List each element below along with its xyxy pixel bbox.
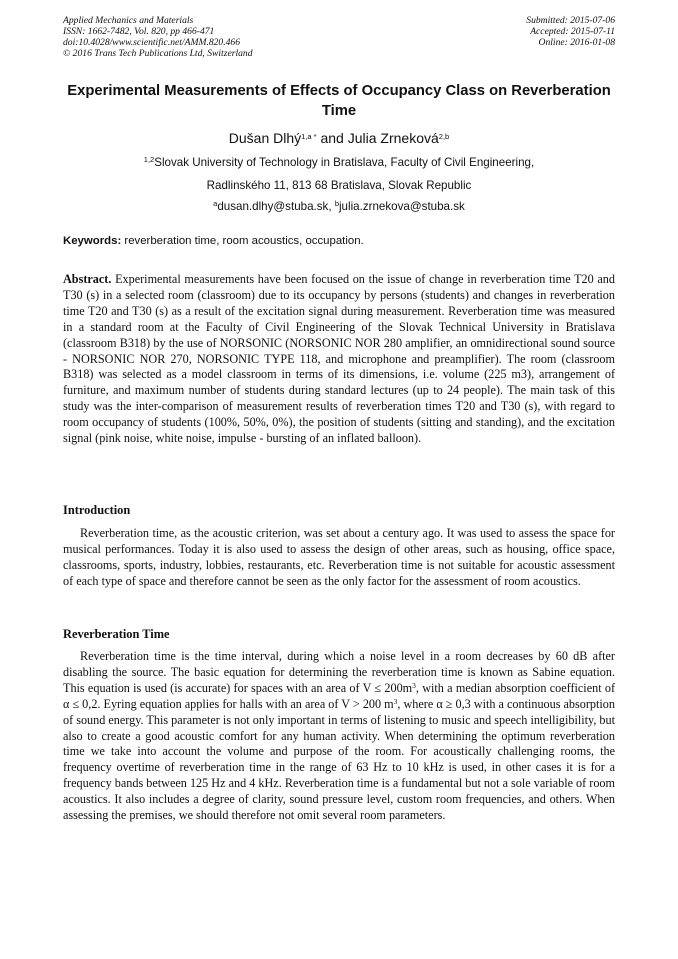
journal-doi: doi:10.4028/www.scientific.net/AMM.820.466 [63,37,241,48]
affiliation-emails [63,200,615,214]
reverberation-text-2: , with a median absorption coefficient of α ≤ 0,2. Eyring equation applies for halls with an area of V > 200 m [63,680,616,711]
abstract-label: Abstract. [63,272,112,286]
email-sep: , [328,200,335,213]
author-1-sup: 1,a * [301,132,317,141]
affiliation-line-1 [63,156,615,170]
email-2: julia.zrnekova@stuba.sk [338,200,465,213]
email-2-sup: b [334,199,339,208]
affiliation-sup: 1,2 [143,155,155,164]
keywords-text: reverberation time, room acoustics, occupation. [121,235,364,247]
accepted-date: Accepted: 2015-07-11 [530,26,615,37]
author-2: Julia Zrneková [347,130,439,146]
abstract-text: Experimental measurements have been focused on the issue of change in reverberation time T20 and T30 (s) in a selected room (classroom) due to its occupancy by persons (students) and changes in reverberation time T20 and T30 (s) as a result of the excitation signal during measurement. Reverberation time was measured in a standard room at the Faculty of Civil Engineering of the Slovak Technical University in Bratislava (classroom B318) by the use of NORSONIC (NORSONIC NOR 280 amplifier, an omnidirectional sound source - NORSONIC NOR 270, NORSONIC TYPE 118, and microphone and preamplifier). The room (classroom B318) was selected as a model classroom in terms of its dimensions, i.e. volume (225 m3), arrangement of furniture, and maximum number of students during standard lectures (up to 24 people). The main task of this study was the inter-comparison of measurement results of reverberation times T20 and T30 (s), with regard to room occupancy of students (100%, 50%, 0%), the position of students (sitting and standing), and the excitation signal (pink noise, white noise, impulse - bursting of an inflated balloon). [63,272,615,446]
journal-copyright: © 2016 Trans Tech Publications Ltd, Switzerland [63,48,253,59]
authors [63,129,615,147]
journal-header [63,15,253,59]
introduction-text: Reverberation time, as the acoustic criterion, was set about a century ago. It was used to assess the space for musical performances. Today it is also used to assess the design of other areas, such as housing, office space, classrooms, sports, industry, lobbies, restaurants, etc. Reverberation time is not suitable for acoustic assessment of each type of space and therefore cannot be seen as the only factor for the assessment of room acoustics. [63,526,615,588]
reverberation-text-1: Reverberation time is the time interval, during which a noise level in a room decreases by 60 dB after disabling the source. The basic equation for determining the reverberation time is known as Sabine equation. This equation is used (is accurate) for spaces with an area of V ≤ 200m [63,649,615,695]
email-1-sup: a [213,199,218,208]
reverberation-heading: Reverberation Time [63,627,170,641]
introduction-heading: Introduction [63,503,131,517]
keywords [63,234,615,248]
reverberation-text-3: , where α ≥ 0,3 with a continuous absorption of sound energy. This parameter is not only important in terms of listening to music and speech intelligibility, but also to create a good acoustic comfort for any human activity. When determining the optimum reverberation time we take into account the volume and purpose of the room. For acoustically challenging rooms, the frequency overtime of reverberation time in the range of 63 Hz to 10 kHz is used, in other cases it is for a frequency bands between 125 Hz and 4 kHz. Reverberation time is a fundamental but not a sole variable of room acoustics. It also includes a degree of clarity, sound pressure level, custom room frequencies, and others. When assessing the premises, we should therefore not omit several room parameters. [63,696,615,823]
affiliation-line-2: Radlinského 11, 813 68 Bratislava, Slovak Republic [206,179,472,192]
abstract [63,272,615,447]
journal-name: Applied Mechanics and Materials [63,15,194,26]
keywords-label: Keywords: [63,235,122,247]
author-and: and [316,130,348,146]
author-1: Dušan Dlhý [228,130,302,146]
online-date: Online: 2016-01-08 [538,37,615,48]
submitted-date: Submitted: 2015-07-06 [526,15,615,26]
journal-issn: ISSN: 1662-7482, Vol. 820, pp 466-471 [63,26,215,37]
reverberation-sup-1: 3 [412,680,416,690]
author-2-sup: 2,b [438,132,450,141]
dates-header [526,15,615,48]
affiliation-text-1: Slovak University of Technology in Bratislava, Faculty of Civil Engineering, [154,156,535,169]
reverberation-text [63,649,615,824]
email-1: dusan.dlhy@stuba.sk [217,200,329,213]
reverberation-sup-2: 3 [393,696,398,706]
paper-title: Experimental Measurements of Effects of Occupancy Class on Reverberation Time [67,83,611,119]
